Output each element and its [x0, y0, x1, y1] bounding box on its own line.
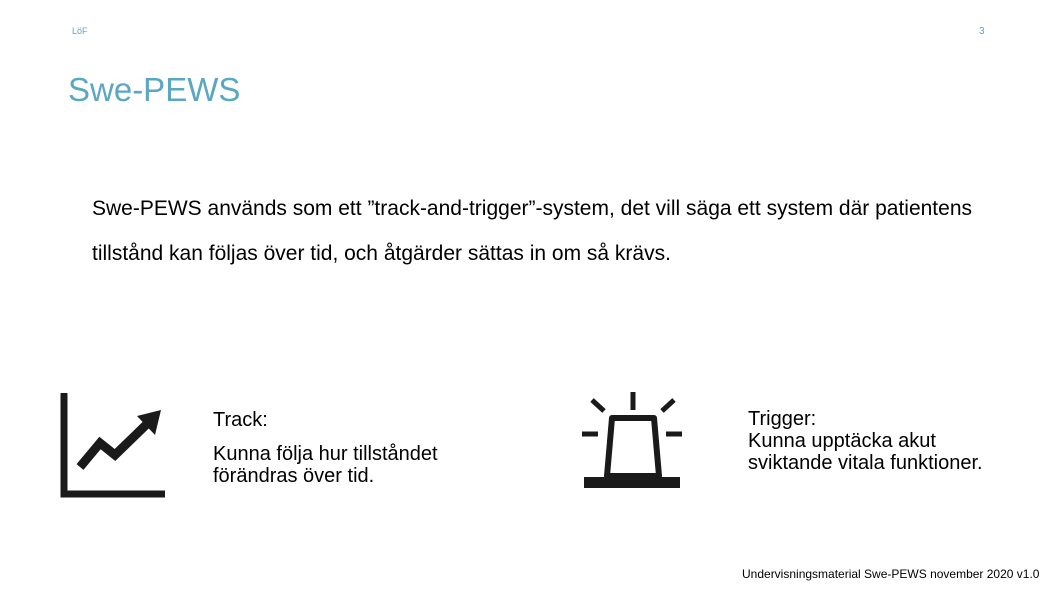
track-title: Track: — [213, 409, 268, 431]
intro-paragraph: Swe-PEWS används som ett ”track-and-trigger”-system, det vill säga ett system där patientens tillstånd kan följas över tid, och åtgärder sättas in om så krävs. — [92, 197, 973, 265]
track-description-line: förändras över tid. — [213, 465, 375, 487]
trigger-description-line: sviktande vitala funktioner. — [748, 452, 983, 474]
trigger-text — [748, 408, 1038, 474]
logo: LöF — [72, 26, 88, 36]
track-description — [213, 443, 438, 487]
footer-text: Undervisningsmaterial Swe-PEWS november 2020 v1.0 — [742, 567, 1040, 581]
slide-title: Swe-PEWS — [68, 71, 241, 108]
alarm-siren-icon — [580, 390, 684, 494]
page-number: 3 — [979, 26, 985, 37]
trending-up-chart-icon — [58, 390, 168, 500]
trigger-description-line: Kunna upptäcka akut — [748, 430, 936, 452]
track-description-line: Kunna följa hur tillståndet — [213, 443, 438, 465]
trigger-title: Trigger: — [748, 408, 817, 430]
